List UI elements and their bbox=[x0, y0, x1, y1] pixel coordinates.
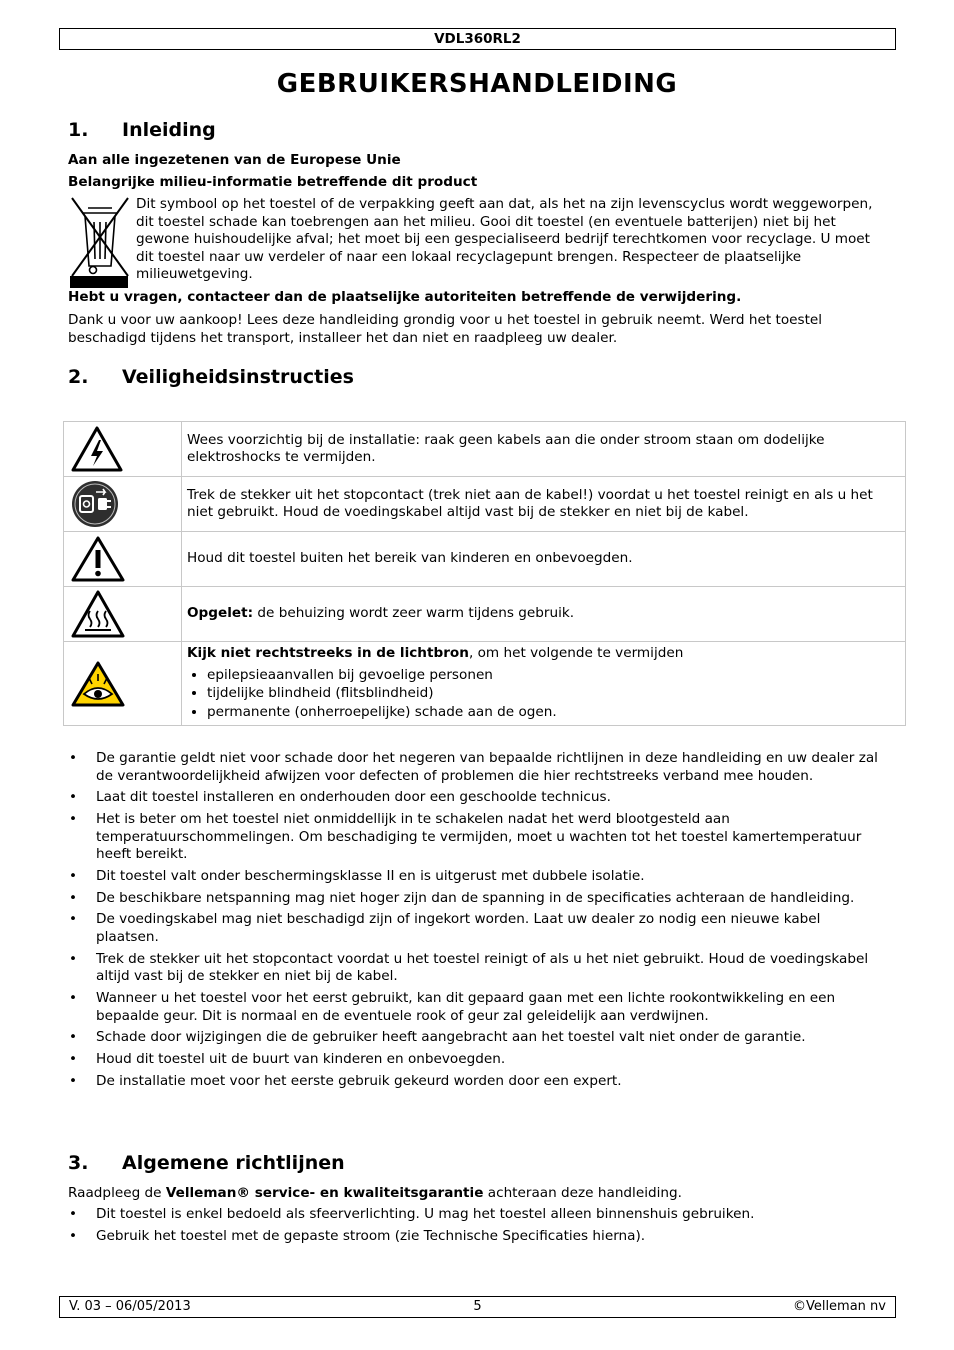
safety-row-light bbox=[64, 642, 906, 726]
section-3-heading bbox=[68, 1151, 345, 1175]
safety-text-unplug: Trek de stekker uit het stopcontact (trek niet aan de kabel!) voordat u het toestel reinigt en als u het niet gebruikt. Houd de voedingskabel altijd vast bij de stekker en niet bij de kabel. bbox=[182, 477, 906, 532]
safety-text-children: Houd dit toestel buiten het bereik van kinderen en onbevoegden. bbox=[182, 532, 906, 587]
section-3-intro bbox=[68, 1185, 682, 1203]
list-item: • De garantie geldt niet voor schade door het negeren van bepaalde richtlijnen in deze handleiding en uw dealer zal de verantwoordelijkheid afwijzen voor defecten of problemen die hier rechtstreeks verband mee houden. bbox=[68, 750, 880, 785]
section-2-heading bbox=[68, 365, 354, 389]
eye-light-warning-icon bbox=[70, 660, 126, 708]
section-3-number: 3. bbox=[68, 1152, 89, 1174]
section-3-intro-post: achteraan deze handleiding. bbox=[483, 1185, 682, 1201]
safety-bullet-list bbox=[68, 750, 880, 1095]
document-title: GEBRUIKERSHANDLEIDING bbox=[276, 69, 678, 99]
weee-description: Dit symbool op het toestel of de verpakking geeft aan dat, als het na zijn levenscyclus wordt weggeworpen, dit toestel schade kan toebrengen aan het milieu. Gooi dit toestel (en eventuele batterijen) niet bij het gewone huishoudelijke afval; het moet bij een gespecialiseerd bedrijf terechtkomen voor recyclage. U moet dit toestel naar uw verdeler of naar een lokaal recyclagepunt brengen. Respecteer de plaatselijke milieuwetgeving. bbox=[136, 196, 873, 282]
footer-version: V. 03 – 06/05/2013 bbox=[69, 1299, 191, 1314]
weee-crossed-bin-icon bbox=[68, 196, 132, 290]
safety-text-hot bbox=[182, 587, 906, 642]
list-item: • tijdelijke blindheid (flitsblindheid) bbox=[207, 685, 899, 703]
page-header bbox=[59, 28, 896, 50]
hot-surface-warning-icon bbox=[70, 589, 126, 639]
safety-row-unplug bbox=[64, 477, 906, 532]
list-item: • Dit toestel is enkel bedoeld als sfeerverlichting. U mag het toestel alleen binnenshuis gebruiken. bbox=[68, 1206, 880, 1224]
list-item: • De installatie moet voor het eerste gebruik gekeurd worden door een expert. bbox=[68, 1073, 880, 1091]
section-1-number: 1. bbox=[68, 119, 89, 141]
safety-light-label: Kijk niet rechtstreeks in de lichtbron bbox=[187, 645, 469, 661]
section-2-number: 2. bbox=[68, 366, 89, 388]
section-1-title: Inleiding bbox=[122, 119, 216, 141]
section-3-intro-bold: Velleman® service- en kwaliteitsgarantie bbox=[165, 1185, 484, 1201]
header-model: VDL360RL2 bbox=[434, 31, 521, 47]
questions-line: Hebt u vragen, contacteer dan de plaatselijke autoriteiten betreffende de verwijdering. bbox=[68, 289, 742, 305]
list-item: • Het is beter om het toestel niet onmiddellijk in te schakelen nadat het werd blootgesteld aan temperatuurschommelingen. Om beschadiging te vermijden, moet u wachten tot het toestel kamertemperatuur heeft bereikt. bbox=[68, 811, 880, 864]
list-item: • Trek de stekker uit het stopcontact voordat u het toestel reinigt of als u het niet gebruikt. Houd de voedingskabel altijd vast bij de stekker en niet bij de kabel. bbox=[68, 951, 880, 986]
footer-page-number: 5 bbox=[473, 1299, 482, 1314]
footer-copyright: ©Velleman nv bbox=[792, 1299, 886, 1314]
general-guidelines-list bbox=[68, 1206, 880, 1250]
safety-light-list bbox=[187, 667, 899, 722]
section-3-title: Algemene richtlijnen bbox=[122, 1152, 345, 1174]
safety-hot-text: de behuizing wordt zeer warm tijdens gebruik. bbox=[253, 605, 575, 622]
exclamation-warning-icon bbox=[70, 535, 126, 583]
list-item: • Schade door wijzigingen die de gebruiker heeft aangebracht aan het toestel valt niet onder de garantie. bbox=[68, 1029, 880, 1047]
section-3-intro-pre: Raadpleeg de bbox=[68, 1185, 166, 1201]
high-voltage-warning-icon bbox=[70, 425, 124, 473]
unplug-icon bbox=[70, 479, 120, 529]
list-item: • Dit toestel valt onder beschermingsklasse II en is uitgerust met dubbele isolatie. bbox=[68, 868, 880, 886]
list-item: • Laat dit toestel installeren en onderhouden door een geschoolde technicus. bbox=[68, 789, 880, 807]
safety-row-children bbox=[64, 532, 906, 587]
list-item: • permanente (onherroepelijke) schade aan de ogen. bbox=[207, 704, 899, 722]
safety-hot-label: Opgelet: bbox=[187, 605, 254, 622]
safety-text-light bbox=[182, 642, 906, 726]
list-item: • epilepsieaanvallen bij gevoelige personen bbox=[207, 667, 899, 685]
thanks-paragraph: Dank u voor uw aankoop! Lees deze handleiding grondig voor u het toestel in gebruik neemt. Werd het toestel beschadigd tijdens het transport, installeer het dan niet en raadpleeg uw dealer. bbox=[68, 312, 823, 346]
environment-info-line: Belangrijke milieu-informatie betreffende dit product bbox=[68, 174, 478, 190]
safety-row-electric bbox=[64, 422, 906, 477]
list-item: • De beschikbare netspanning mag niet hoger zijn dan de spanning in de specificaties achteraan de handleiding. bbox=[68, 890, 880, 908]
section-2-title: Veiligheidsinstructies bbox=[122, 366, 354, 388]
safety-text-electric: Wees voorzichtig bij de installatie: raak geen kabels aan die onder stroom staan om dodelijke elektroshocks te vermijden. bbox=[182, 422, 906, 477]
page-footer bbox=[59, 1296, 896, 1318]
section-1-heading bbox=[68, 118, 216, 142]
list-item: • Wanneer u het toestel voor het eerst gebruikt, kan dit gepaard gaan met een lichte rookontwikkeling en een bepaalde geur. Dit is normaal en de eventuele rook of geur zal geleidelijk aan verdwijnen. bbox=[68, 990, 880, 1025]
list-item: • Gebruik het toestel met de gepaste stroom (zie Technische Specificaties hierna). bbox=[68, 1228, 880, 1246]
list-item: • Houd dit toestel uit de buurt van kinderen en onbevoegden. bbox=[68, 1051, 880, 1069]
safety-light-text: , om het volgende te vermijden bbox=[468, 645, 684, 661]
safety-table bbox=[63, 421, 906, 726]
list-item: • De voedingskabel mag niet beschadigd zijn of ingekort worden. Laat uw dealer zo nodig een nieuwe kabel plaatsen. bbox=[68, 911, 880, 946]
eu-residents-line: Aan alle ingezetenen van de Europese Unie bbox=[68, 152, 401, 168]
safety-row-hot bbox=[64, 587, 906, 642]
